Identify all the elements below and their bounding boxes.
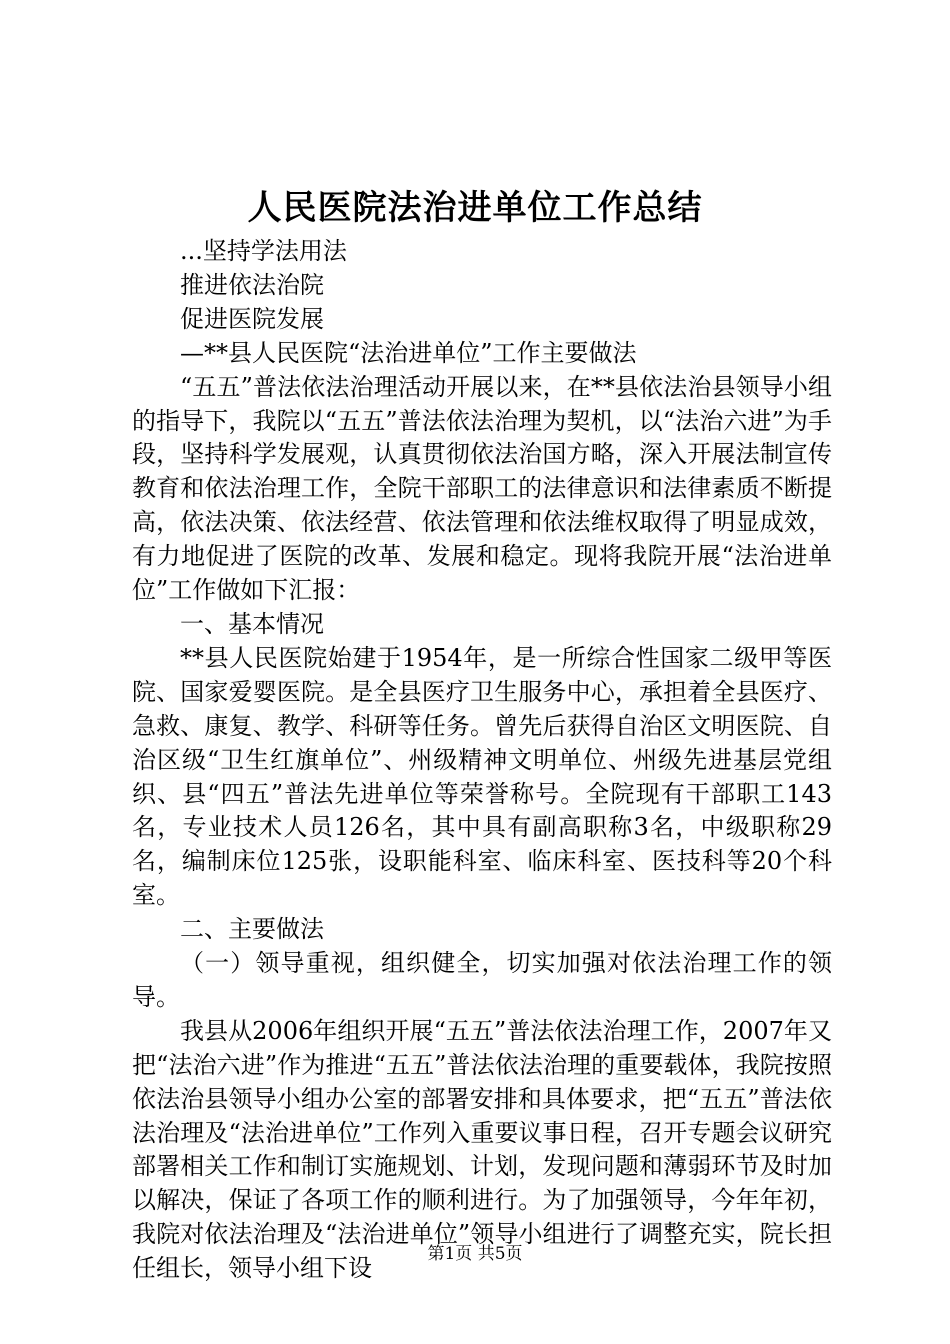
section-heading-2: 二、主要做法 <box>180 915 324 944</box>
paragraph-1: ...坚持学法用法 <box>180 237 347 265</box>
paragraph-5: “五五”普法依法治理活动开展以来，在**县依法治县领导小组的指导下，我院以“五五”普法依法治理为契机，以“法治六进”为手段，坚持科学发展观，认真贯彻依法治国方略，深入开展法制宣传教育和依法治理工作，全院干部职工的法律意识和法律素质不断提高，依法决策、依法经营、依法管理和依法维权取得了明显成效，有力地促进了医院的改革、发展和稳定。现将我院开展“法治进单位”工作做如下汇报： <box>132 372 832 605</box>
section-heading-1: 一、基本情况 <box>180 609 324 638</box>
paragraph-2: 推进依法治院 <box>180 270 324 299</box>
page-footer: 第1页 共5页 <box>427 1244 523 1264</box>
paragraph-4: —**县人民医院“法治进单位”工作主要做法 <box>180 338 637 367</box>
paragraph-8: 我县从2006年组织开展“五五”普法依法治理工作，2007年又把“法治六进”作为推进“五五”普法依法治理的重要载体，我院按照依法治县领导小组办公室的部署安排和具体要求，把“五五”普法依法治理及“法治进单位”工作列入重要议事日程，召开专题会议研究部署相关工作和制订实施规划、计划，发现问题和薄弱环节及时加以解决，保证了各项工作的顺利进行。为了加强领导，今年年初，我院对依法治理及“法治进单位”领导小组进行了调整充实，院长担任组长，领导小组下设 <box>132 1016 832 1283</box>
paragraph-3: 促进医院发展 <box>180 304 324 333</box>
paragraph-6: **县人民医院始建于1954年，是一所综合性国家二级甲等医院、国家爱婴医院。是全县医疗卫生服务中心，承担着全县医疗、急救、康复、教学、科研等任务。曾先后获得自治区文明医院、自治区级“卫生红旗单位”、州级精神文明单位、州级先进基层党组织、县“四五”普法先进单位等荣誉称号。全院现有干部职工143名，专业技术人员126名，其中具有副高职称3名，中级职称29名，编制床位125张，设职能科室、临床科室、医技科等20个科室。 <box>132 643 832 910</box>
document-title: 人民医院法治进单位工作总结 <box>247 188 703 228</box>
document-body <box>132 235 832 1286</box>
paragraph-7: （一）领导重视，组织健全，切实加强对依法治理工作的领导。 <box>132 949 832 1011</box>
